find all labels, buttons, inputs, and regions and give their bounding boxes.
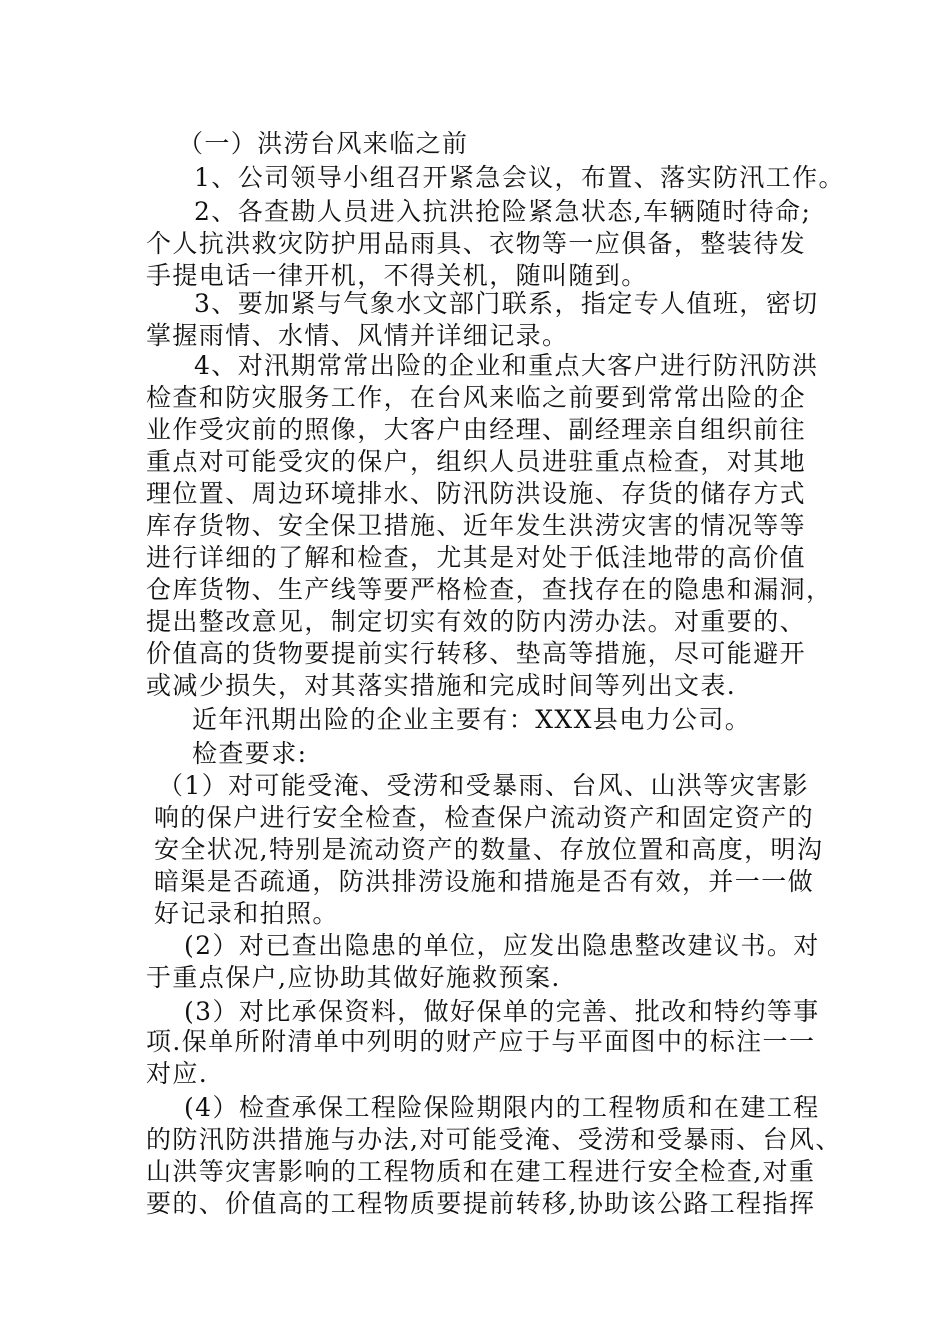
paragraph-line: 安全状况,特别是流动资产的数量、存放位置和高度，明沟 xyxy=(154,835,824,864)
paragraph-line: 要的、价值高的工程物质要提前转移,协助该公路工程指挥 xyxy=(146,1189,816,1218)
paragraph-line: 手提电话一律开机，不得关机，随叫随到。 xyxy=(146,261,648,290)
paragraph-line: 2、各查勘人员进入抗洪抢险紧急状态,车辆随时待命; xyxy=(194,197,812,226)
paragraph-line: 个人抗洪救灾防护用品雨具、衣物等一应俱备，整装待发 xyxy=(146,229,807,258)
paragraph-line: 好记录和拍照。 xyxy=(154,899,339,928)
paragraph-line: 业作受灾前的照像，大客户由经理、副经理亲自组织前往 xyxy=(146,415,807,444)
paragraph-line: 于重点保户,应协助其做好施救预案. xyxy=(146,963,561,992)
paragraph-line: 3、要加紧与气象水文部门联系，指定专人值班，密切 xyxy=(194,289,819,318)
paragraph-line: （1）对可能受淹、受涝和受暴雨、台风、山洪等灾害影 xyxy=(158,771,809,800)
subheading: 检查要求: xyxy=(192,739,308,768)
paragraph-line: 检查和防灾服务工作，在台风来临之前要到常常出险的企 xyxy=(146,383,807,412)
paragraph-line: 1、公司领导小组召开紧急会议，布置、落实防汛工作。 xyxy=(194,163,845,192)
paragraph-line: 暗渠是否疏通，防洪排涝设施和措施是否有效，并一一做 xyxy=(154,867,815,896)
paragraph-line: 价值高的货物要提前实行转移、垫高等措施，尽可能避开 xyxy=(146,639,807,668)
paragraph-line: (4）检查承保工程险保险期限内的工程物质和在建工程 xyxy=(184,1093,820,1122)
paragraph-line: 仓库货物、生产线等要严格检查，查找存在的隐患和漏洞， xyxy=(146,575,833,604)
paragraph-line: (2）对已查出隐患的单位，应发出隐患整改建议书。对 xyxy=(184,931,820,960)
paragraph-line: 重点对可能受灾的保户，组织人员进驻重点检查，对其地 xyxy=(146,447,807,476)
paragraph-line: 库存货物、安全保卫措施、近年发生洪涝灾害的情况等等 xyxy=(146,511,807,540)
section-heading: （一）洪涝台风来临之前 xyxy=(178,129,469,158)
paragraph-line: 掌握雨情、水情、风情并详细记录。 xyxy=(146,321,569,350)
paragraph-line: 4、对汛期常常出险的企业和重点大客户进行防汛防洪 xyxy=(194,351,819,380)
paragraph-line: (3）对比承保资料，做好保单的完善、批改和特约等事 xyxy=(184,997,820,1026)
paragraph-line: 进行详细的了解和检查，尤其是对处于低洼地带的高价值 xyxy=(146,543,807,572)
paragraph-line: 提出整改意见，制定切实有效的防内涝办法。对重要的、 xyxy=(146,607,807,636)
paragraph-line: 近年汛期出险的企业主要有：XXX县电力公司。 xyxy=(192,705,752,734)
paragraph-line: 或减少损失，对其落实措施和完成时间等列出文表. xyxy=(146,671,737,700)
paragraph-line: 山洪等灾害影响的工程物质和在建工程进行安全检查,对重 xyxy=(146,1157,816,1186)
paragraph-line: 对应. xyxy=(146,1059,209,1088)
paragraph-line: 项.保单所附清单中列明的财产应于与平面图中的标注一一 xyxy=(146,1027,816,1056)
paragraph-line: 理位置、周边环境排水、防汛防洪设施、存货的储存方式 xyxy=(146,479,807,508)
paragraph-line: 的防汛防洪措施与办法,对可能受淹、受涝和受暴雨、台风、 xyxy=(146,1125,842,1154)
paragraph-line: 响的保户进行安全检查，检查保户流动资产和固定资产的 xyxy=(154,803,815,832)
